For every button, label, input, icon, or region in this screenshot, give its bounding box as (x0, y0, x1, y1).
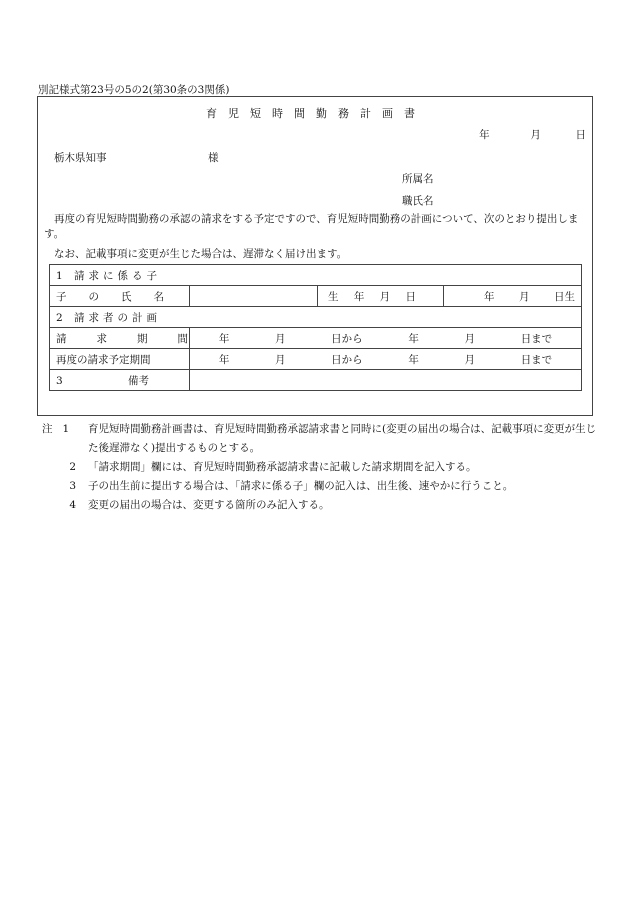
note-prefix-and-number (42, 420, 88, 458)
addressee: 栃木県知事 (54, 152, 107, 164)
note-number-cell (42, 458, 88, 477)
period-to-day: 日まで (520, 332, 553, 345)
birth-date-label (318, 286, 444, 307)
name-label: 職氏名 (402, 195, 434, 207)
remarks-text: 3 備考 (56, 374, 150, 387)
note-text: 子の出生前に提出する場合は、「請求に係る子」欄の記入は、出生後、速やかに行うこと。 (88, 480, 514, 492)
remarks-label (50, 370, 190, 391)
note-number: 1 (62, 423, 70, 435)
re-period-text: 再度の請求予定期間 (56, 353, 151, 366)
re-period-from-month: 月 (275, 353, 286, 366)
plan-table (49, 264, 582, 391)
notes-section (42, 420, 602, 515)
birth-month: 月 (519, 290, 530, 303)
note-number: 4 (69, 499, 76, 511)
submission-date (479, 127, 586, 142)
body-paragraph-2: なお、記載事項に変更が生じた場合は、遅滞なく届け出ます。 (54, 248, 348, 260)
body-paragraph-1: 再度の育児短時間勤務の承認の請求をする予定ですので、育児短時間勤務の計画について、次のとおり提出します。 (44, 213, 579, 240)
period-from-day: 日から (331, 332, 363, 345)
section-plan-text: 2 請求者の計画 (56, 311, 162, 324)
remarks-field[interactable] (190, 370, 582, 391)
child-name-text: 子の氏名 (56, 290, 186, 303)
section-child-text: 1 請求に係る子 (56, 269, 162, 282)
document-title: 育児短時間勤務計画書 (206, 107, 426, 120)
birth-date-field[interactable] (444, 286, 582, 307)
honorific: 様 (208, 152, 219, 164)
note-number-cell (42, 496, 88, 515)
re-period-to-day: 日まで (520, 353, 553, 366)
re-period-from-year: 年 (218, 353, 230, 366)
date-day: 日 (575, 129, 586, 141)
department-label: 所属名 (402, 173, 434, 185)
note-text: 「請求期間」欄には、育児短時間勤務承認請求書に記載した請求期間を記入する。 (88, 461, 477, 473)
period-to-month: 月 (464, 332, 476, 345)
note-item-1 (42, 420, 602, 458)
note-item-2 (42, 458, 602, 477)
note-text: 変更の届出の場合は、変更する箇所のみ記入する。 (88, 499, 330, 511)
period-from-year: 年 (218, 332, 230, 345)
re-period-field[interactable] (190, 349, 582, 370)
child-name-field[interactable] (190, 286, 318, 307)
period-to-year: 年 (408, 332, 419, 345)
re-period-from-day: 日から (331, 353, 363, 366)
birth-year: 年 (484, 290, 495, 303)
period-text: 請求期間 (56, 332, 218, 345)
note-text: 育児短時間勤務計画書は、育児短時間勤務承認請求書と同時に(変更の届出の場合は、記載事項に変更が生じた後遅滞なく)提出するものとする。 (88, 423, 597, 454)
date-year: 年 (479, 129, 490, 141)
re-period-to-year: 年 (408, 353, 419, 366)
child-name-label (50, 286, 190, 307)
note-number: 2 (69, 461, 76, 473)
note-item-3 (42, 477, 602, 496)
birth-date-text: 生 年 月 日 (328, 290, 417, 303)
note-number-cell (42, 477, 88, 496)
birth-day: 日生 (554, 290, 576, 303)
note-item-4 (42, 496, 602, 515)
period-field[interactable] (190, 328, 582, 349)
re-period-to-month: 月 (464, 353, 476, 366)
period-label (50, 328, 218, 349)
note-prefix: 注 (42, 423, 53, 435)
re-period-label (50, 349, 190, 370)
section-child-heading (50, 265, 582, 286)
period-from-month: 月 (275, 332, 286, 345)
note-number: 3 (69, 480, 76, 492)
date-month: 月 (530, 129, 541, 141)
form-number-label: 別記様式第23号の5の2(第30条の3関係) (38, 84, 230, 96)
form-frame (37, 96, 593, 416)
section-plan-heading (50, 307, 582, 328)
